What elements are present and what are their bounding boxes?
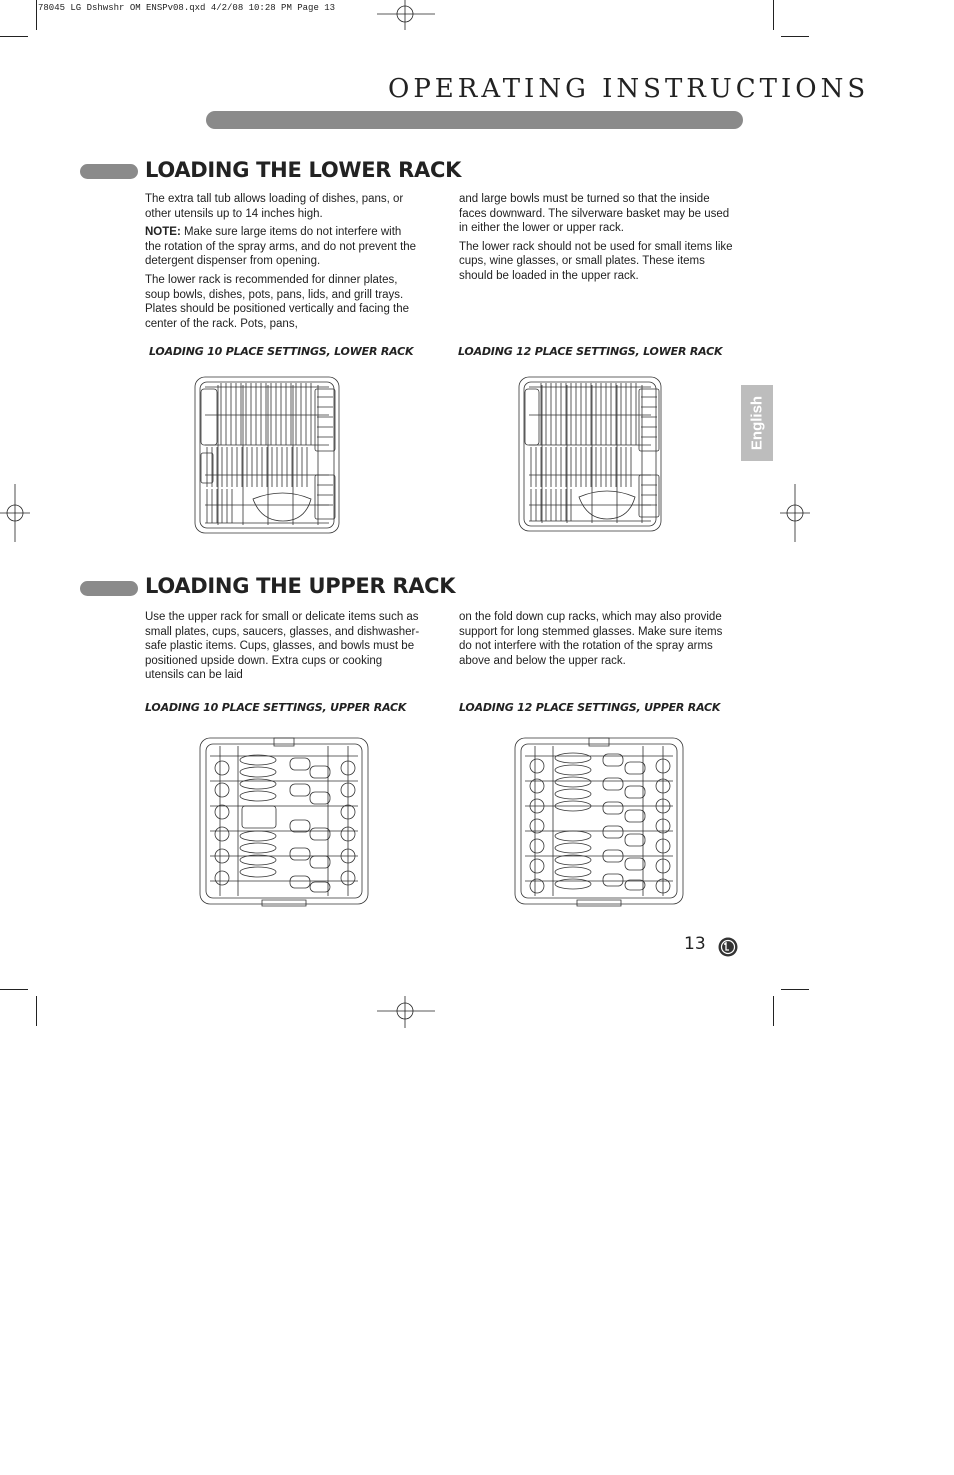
lower-rack-column-2 (459, 192, 734, 288)
crop-mark (0, 36, 28, 37)
upper-rack-column-2 (459, 610, 734, 672)
crop-mark (773, 0, 774, 30)
paragraph: on the fold down cup racks, which may also provide support for long stemmed glasses. Make sure items do not interfere with the rotation of the spray arms above and below the upper rack. (459, 611, 723, 667)
print-slug: 78045 LG Dshwshr OM ENSPv08.qxd 4/2/08 10:28 PM Page 13 (38, 3, 336, 13)
paragraph: The lower rack should not be used for small items like cups, wine glasses, or small plates. These items should be loaded in the upper rack. (459, 240, 733, 282)
page-number: 13 (684, 934, 706, 954)
registration-mark-icon (377, 0, 435, 30)
note-label: NOTE: (145, 226, 181, 239)
upper-rack-12-illustration (513, 736, 685, 908)
registration-mark-icon (780, 484, 810, 542)
upper-rack-column-1 (145, 610, 420, 687)
crop-mark (781, 36, 809, 37)
caption-upper-10: LOADING 10 PLACE SETTINGS, UPPER RACK (145, 701, 407, 714)
registration-mark-icon (377, 996, 435, 1028)
caption-lower-12: LOADING 12 PLACE SETTINGS, LOWER RACK (458, 345, 723, 358)
language-tab-label: English (748, 395, 766, 451)
paragraph: The extra tall tub allows loading of dishes, pans, or other utensils up to 14 inches high. (145, 193, 404, 220)
paragraph: Use the upper rack for small or delicate items such as small plates, cups, saucers, glasses, and dishwasher-safe plastic items. Cups, glasses, and bowls must be positioned upside down. Extra cups or cooking utensils can be laid (145, 611, 420, 682)
title-bar (206, 111, 743, 129)
lower-rack-10-illustration (193, 375, 341, 535)
paragraph: The lower rack is recommended for dinner plates, soup bowls, dishes, pots, pans, lids, and grill trays. Plates should be positioned vertically and facing the center of the rack. Pots, pans, (145, 273, 410, 330)
lg-logo-icon (718, 937, 738, 957)
section-pill (80, 581, 138, 596)
caption-upper-12: LOADING 12 PLACE SETTINGS, UPPER RACK (459, 701, 721, 714)
lower-rack-12-illustration (517, 375, 663, 533)
crop-mark (36, 996, 37, 1026)
crop-mark (36, 0, 37, 30)
crop-mark (773, 996, 774, 1026)
crop-mark (0, 989, 28, 990)
page-title: OPERATING INSTRUCTIONS (388, 74, 870, 104)
crop-mark (781, 989, 809, 990)
lower-rack-column-1 (145, 192, 420, 335)
section-pill (80, 164, 138, 179)
upper-rack-10-illustration (198, 736, 370, 908)
note-paragraph (145, 225, 420, 269)
paragraph: and large bowls must be turned so that the inside faces downward. The silverware basket may be used in either the lower or upper rack. (459, 193, 730, 235)
section-title-lower-rack: LOADING THE LOWER RACK (145, 158, 462, 182)
language-tab (741, 385, 773, 461)
registration-mark-icon (0, 484, 30, 542)
note-text: Make sure large items do not interfere with the rotation of the spray arms, and do not prevent the detergent dispenser from opening. (145, 226, 417, 268)
caption-lower-10: LOADING 10 PLACE SETTINGS, LOWER RACK (149, 345, 414, 358)
section-title-upper-rack: LOADING THE UPPER RACK (145, 574, 456, 598)
